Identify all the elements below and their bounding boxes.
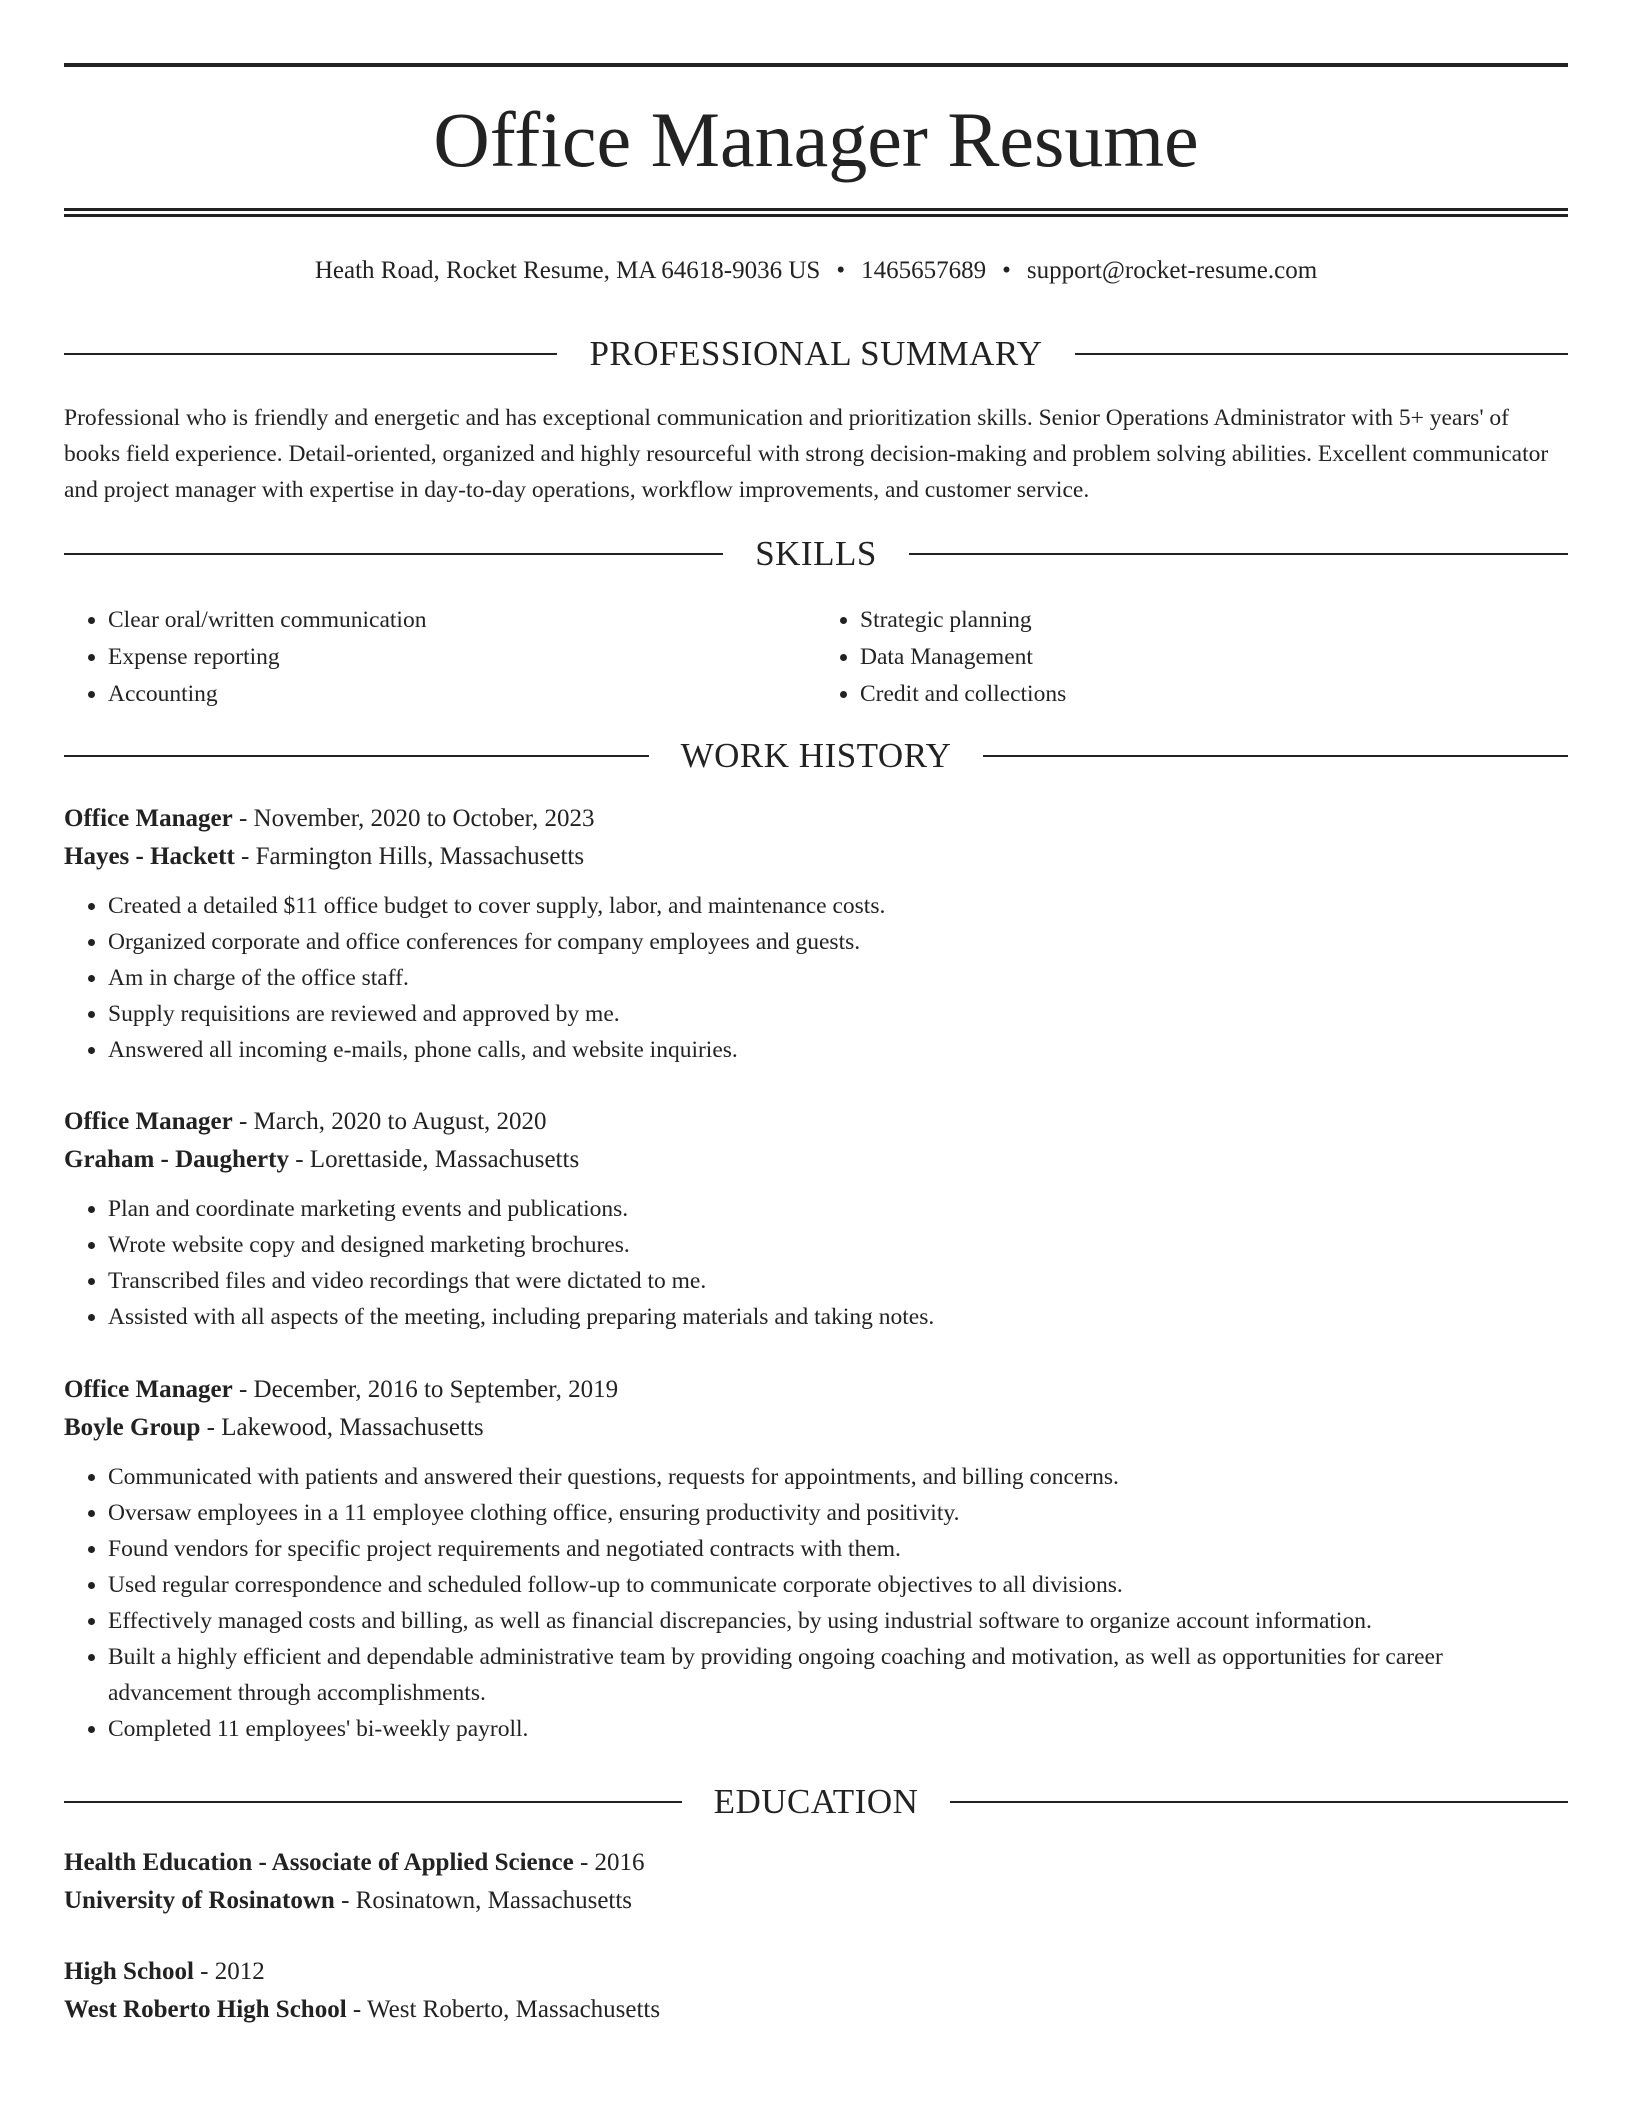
job-company: Hayes - Hackett bbox=[64, 843, 235, 870]
job-bullet: • Plan and coordinate marketing events and publications. bbox=[108, 1191, 1568, 1227]
job-bullets bbox=[64, 1459, 1568, 1747]
contact-phone: 1465657689 bbox=[861, 257, 987, 284]
school-location: - West Roberto, Massachusetts bbox=[346, 1996, 661, 2023]
skill-item: • Strategic planning bbox=[860, 602, 1568, 639]
school: University of Rosinatown bbox=[64, 1887, 335, 1914]
contact-separator: • bbox=[1002, 257, 1011, 284]
summary-text: Professional who is friendly and energetic and has exceptional communication and prioritization skills. Senior Operations Administrator with 5+ years' of books field experience. Detail-oriented, organized and highly resourceful with strong decision-making and problem solving abilities. Excellent communicator and project manager with expertise in day-to-day operations, workflow improvements, and customer service. bbox=[64, 405, 1549, 503]
job-title: Office Manager bbox=[64, 1108, 233, 1135]
divider bbox=[983, 755, 1568, 757]
divider bbox=[909, 553, 1568, 555]
section-heading-education bbox=[64, 1780, 1568, 1824]
divider bbox=[1075, 353, 1568, 355]
education-entry bbox=[64, 1844, 1568, 1920]
divider bbox=[64, 353, 557, 355]
page-title: Office Manager Resume bbox=[433, 96, 1199, 183]
contact-email: support@rocket-resume.com bbox=[1026, 257, 1318, 284]
job-bullets bbox=[64, 888, 1568, 1068]
top-rule bbox=[64, 63, 1568, 67]
section-title: PROFESSIONAL SUMMARY bbox=[589, 334, 1043, 373]
job-entry bbox=[64, 800, 1568, 1068]
job-bullet: • Communicated with patients and answered their questions, requests for appointments, and billing concerns. bbox=[108, 1459, 1568, 1495]
job-location: - Lorettaside, Massachusetts bbox=[288, 1146, 580, 1173]
job-entry bbox=[64, 1371, 1568, 1747]
degree: Health Education - Associate of Applied Science bbox=[64, 1849, 574, 1876]
job-title: Office Manager bbox=[64, 1376, 233, 1403]
job-bullets bbox=[64, 1191, 1568, 1335]
job-company: Graham - Daugherty bbox=[64, 1146, 289, 1173]
section-title: WORK HISTORY bbox=[680, 736, 952, 775]
job-location: - Farmington Hills, Massachusetts bbox=[234, 843, 585, 870]
job-bullet: • Wrote website copy and designed marketing brochures. bbox=[108, 1227, 1568, 1263]
skills-list bbox=[64, 602, 1568, 713]
title-double-rule bbox=[64, 208, 1568, 217]
job-title-line bbox=[64, 800, 1568, 838]
graduation-year: - 2012 bbox=[193, 1958, 265, 1985]
job-bullet: • Used regular correspondence and scheduled follow-up to communicate corporate objectives to all divisions. bbox=[108, 1567, 1568, 1603]
job-bullet: • Assisted with all aspects of the meeting, including preparing materials and taking notes. bbox=[108, 1299, 1568, 1335]
job-bullet: • Oversaw employees in a 11 employee clothing office, ensuring productivity and positivity. bbox=[108, 1495, 1568, 1531]
skill-item: • Accounting bbox=[108, 676, 816, 713]
contact-address: Heath Road, Rocket Resume, MA 64618-9036 US bbox=[314, 257, 821, 284]
skill-item: • Data Management bbox=[860, 639, 1568, 676]
job-bullet: • Answered all incoming e-mails, phone calls, and website inquiries. bbox=[108, 1032, 1568, 1068]
job-bullet: • Supply requisitions are reviewed and approved by me. bbox=[108, 996, 1568, 1032]
job-bullet: • Organized corporate and office conferences for company employees and guests. bbox=[108, 924, 1568, 960]
job-company: Boyle Group bbox=[64, 1414, 201, 1441]
job-company-line bbox=[64, 1141, 1568, 1179]
degree-line bbox=[64, 1953, 1568, 1991]
job-location: - Lakewood, Massachusetts bbox=[200, 1414, 484, 1441]
skill-item: • Clear oral/written communication bbox=[108, 602, 816, 639]
contact-separator: • bbox=[836, 257, 846, 284]
job-bullet: • Built a highly efficient and dependable administrative team by providing ongoing coaching and motivation, as well as opportunities for career advancement through accomplishments. bbox=[108, 1639, 1568, 1711]
contact-line bbox=[64, 255, 1568, 287]
job-bullet: • Completed 11 employees' bi-weekly payroll. bbox=[108, 1711, 1568, 1747]
job-dates: - March, 2020 to August, 2020 bbox=[232, 1108, 547, 1135]
divider bbox=[950, 1801, 1568, 1803]
degree-line bbox=[64, 1844, 1568, 1882]
job-title-line bbox=[64, 1371, 1568, 1409]
job-bullet: • Found vendors for specific project requirements and negotiated contracts with them. bbox=[108, 1531, 1568, 1567]
job-title-line bbox=[64, 1103, 1568, 1141]
job-dates: - November, 2020 to October, 2023 bbox=[232, 805, 595, 832]
skills-column-right bbox=[816, 602, 1568, 713]
graduation-year: - 2016 bbox=[573, 1849, 645, 1876]
skills-column-left bbox=[64, 602, 816, 713]
section-heading-summary bbox=[64, 332, 1568, 376]
skill-item: • Expense reporting bbox=[108, 639, 816, 676]
section-title: EDUCATION bbox=[713, 1782, 919, 1821]
school-line bbox=[64, 1991, 1568, 2029]
job-dates: - December, 2016 to September, 2019 bbox=[232, 1376, 619, 1403]
job-company-line bbox=[64, 838, 1568, 876]
divider bbox=[64, 553, 723, 555]
divider bbox=[64, 1801, 682, 1803]
section-heading-skills bbox=[64, 532, 1568, 576]
job-entry bbox=[64, 1103, 1568, 1335]
school-line bbox=[64, 1882, 1568, 1920]
section-heading-work bbox=[64, 734, 1568, 778]
job-bullet: • Am in charge of the office staff. bbox=[108, 960, 1568, 996]
school-location: - Rosinatown, Massachusetts bbox=[334, 1887, 633, 1914]
school: West Roberto High School bbox=[64, 1996, 347, 2023]
divider bbox=[64, 755, 649, 757]
job-bullet: • Transcribed files and video recordings that were dictated to me. bbox=[108, 1263, 1568, 1299]
section-title: SKILLS bbox=[755, 534, 877, 573]
degree: High School bbox=[64, 1958, 194, 1985]
job-bullet: • Effectively managed costs and billing, as well as financial discrepancies, by using industrial software to organize account information. bbox=[108, 1603, 1568, 1639]
job-company-line bbox=[64, 1409, 1568, 1447]
job-title: Office Manager bbox=[64, 805, 233, 832]
skill-item: • Credit and collections bbox=[860, 676, 1568, 713]
education-entry bbox=[64, 1953, 1568, 2029]
job-bullet: • Created a detailed $11 office budget to cover supply, labor, and maintenance costs. bbox=[108, 888, 1568, 924]
